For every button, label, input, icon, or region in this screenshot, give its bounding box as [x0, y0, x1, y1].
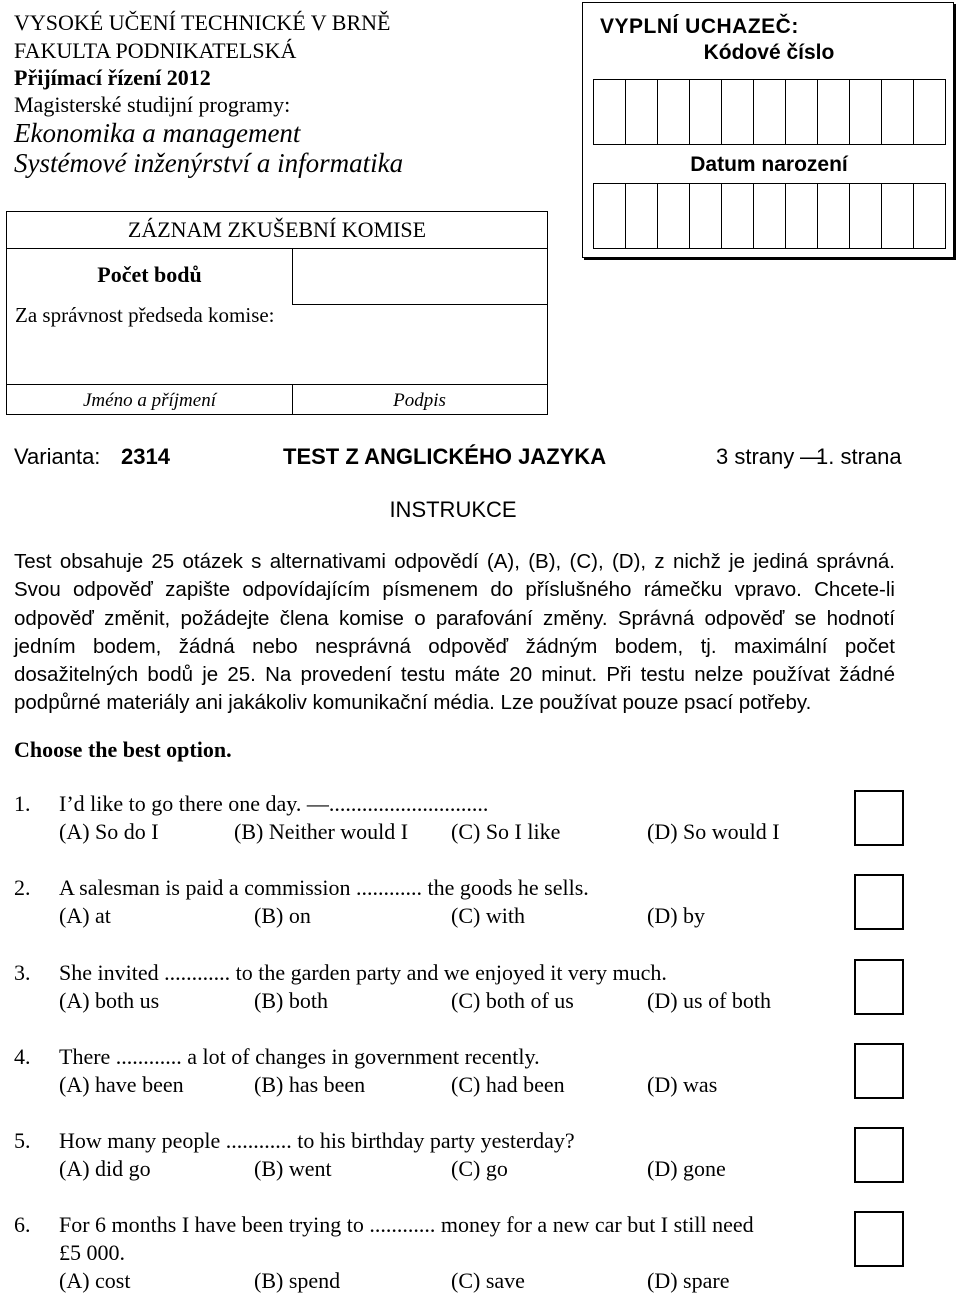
code-cell[interactable]	[754, 80, 786, 144]
name-label: Jméno a příjmení	[83, 390, 216, 411]
code-label: Kódové číslo	[703, 41, 835, 64]
code-cell[interactable]	[786, 80, 818, 144]
variant-number: 2314	[121, 444, 170, 469]
committee-box	[6, 211, 548, 415]
option-c: (C) had been	[451, 1072, 565, 1097]
divider	[7, 248, 547, 249]
faculty-name: FAKULTA PODNIKATELSKÁ	[14, 38, 297, 63]
options	[59, 902, 859, 930]
answer-box-4[interactable]	[854, 1043, 904, 1099]
option-a: (A) have been	[59, 1072, 184, 1097]
choose-heading: Choose the best option.	[14, 737, 232, 762]
option-c: (C) save	[451, 1268, 525, 1293]
options	[59, 987, 859, 1015]
option-d: (D) gone	[647, 1156, 726, 1181]
points-label: Počet bodů	[97, 262, 202, 287]
program-economics: Ekonomika a management	[14, 118, 301, 148]
question-text: For 6 months I have been trying to ............ money for a new car but I still need £5 000.	[59, 1212, 754, 1265]
question-text: There ............ a lot of changes in government recently.	[59, 1044, 540, 1069]
applicant-title: VYPLNÍ UCHAZEČ:	[600, 15, 799, 38]
program-systems: Systémové inženýrství a informatika	[14, 148, 404, 178]
option-d: (D) spare	[647, 1268, 730, 1293]
question-text: How many people ............ to his birthday party yesterday?	[59, 1128, 575, 1153]
divider	[292, 248, 293, 304]
page-count: 3 strany	[716, 444, 795, 469]
code-cell[interactable]	[658, 80, 690, 144]
options	[59, 1155, 859, 1183]
question-number: 3.	[14, 960, 31, 985]
programs-label: Magisterské studijní programy:	[14, 92, 291, 117]
option-b: (B) has been	[254, 1072, 366, 1097]
option-b: (B) Neither would I	[234, 819, 409, 844]
options	[59, 1071, 859, 1099]
test-title: TEST Z ANGLICKÉHO JAZYKA	[283, 444, 607, 469]
code-cells	[593, 79, 946, 145]
dob-cell[interactable]	[786, 184, 818, 248]
admission-title: Přijímací řízení 2012	[14, 65, 211, 90]
option-d: (D) So would I	[647, 819, 780, 844]
option-a: (A) at	[59, 903, 111, 928]
code-cell[interactable]	[914, 80, 946, 144]
code-cell[interactable]	[818, 80, 850, 144]
answer-box-3[interactable]	[854, 959, 904, 1015]
option-c: (C) So I like	[451, 819, 561, 844]
dob-cell[interactable]	[882, 184, 914, 248]
option-c: (C) with	[451, 903, 525, 928]
committee-title: ZÁZNAM ZKUŠEBNÍ KOMISE	[127, 217, 427, 242]
question-text: I’d like to go there one day. —.............................	[59, 791, 489, 816]
question-text: A salesman is paid a commission ............ the goods he sells.	[59, 875, 589, 900]
page-number: 1. strana	[816, 444, 902, 469]
answer-box-5[interactable]	[854, 1127, 904, 1183]
option-b: (B) went	[254, 1156, 332, 1181]
dob-cell[interactable]	[818, 184, 850, 248]
option-a: (A) both us	[59, 988, 160, 1013]
dob-cell[interactable]	[594, 184, 626, 248]
question-number: 5.	[14, 1128, 31, 1153]
university-name: VYSOKÉ UČENÍ TECHNICKÉ V BRNĚ	[14, 10, 391, 35]
option-c: (C) go	[451, 1156, 508, 1181]
dob-label: Datum narození	[690, 153, 848, 176]
answer-box-2[interactable]	[854, 874, 904, 930]
code-cell[interactable]	[722, 80, 754, 144]
divider	[7, 384, 547, 385]
code-cell[interactable]	[850, 80, 882, 144]
instructions-text: Test obsahuje 25 otázek s alternativami odpovědí (A), (B), (C), (D), z nichž je jediná správná. Svou odpověď zapište odpovídajícím písmenem do příslušného rámečku vpravo. Chcete-li odpověď změnit, požádejte člena komise o parafování změny. Správná odpověď se hodnotí jedním bodem, žádná nebo nesprávná odpověď žádným bodem, tj. maximální počet dosažitelných bodů je 25. Na provedení testu máte 20 minut. Při testu nelze používat žádné podpůrné materiály ani jakákoliv komunikační média. Lze používat pouze psací potřeby.	[14, 550, 895, 715]
dob-cell[interactable]	[722, 184, 754, 248]
code-cell[interactable]	[690, 80, 722, 144]
options	[59, 1267, 859, 1295]
dob-cell[interactable]	[626, 184, 658, 248]
signature-label: Podpis	[393, 390, 446, 411]
option-d: (D) by	[647, 903, 706, 928]
divider	[292, 304, 547, 305]
option-d: (D) us of both	[647, 988, 772, 1013]
question-number: 6.	[14, 1212, 31, 1237]
option-b: (B) spend	[254, 1268, 341, 1293]
option-b: (B) on	[254, 903, 311, 928]
question-text: She invited ............ to the garden party and we enjoyed it very much.	[59, 960, 667, 985]
dob-cells	[593, 183, 946, 249]
code-cell[interactable]	[882, 80, 914, 144]
dob-cell[interactable]	[658, 184, 690, 248]
instructions-heading: INSTRUKCE	[389, 497, 517, 522]
dob-cell[interactable]	[754, 184, 786, 248]
question-number: 2.	[14, 875, 31, 900]
option-b: (B) both	[254, 988, 328, 1013]
question-number: 4.	[14, 1044, 31, 1069]
code-cell[interactable]	[626, 80, 658, 144]
correctness-label: Za správnost předseda komise:	[15, 303, 275, 327]
dob-cell[interactable]	[690, 184, 722, 248]
answer-box-6[interactable]	[854, 1211, 904, 1267]
question-number: 1.	[14, 791, 31, 816]
code-cell[interactable]	[594, 80, 626, 144]
applicant-box	[582, 2, 954, 258]
options	[59, 818, 859, 846]
answer-box-1[interactable]	[854, 790, 904, 846]
dob-cell[interactable]	[914, 184, 946, 248]
option-a: (A) cost	[59, 1268, 131, 1293]
option-a: (A) did go	[59, 1156, 151, 1181]
option-d: (D) was	[647, 1072, 718, 1097]
variant-label: Varianta:	[14, 444, 101, 469]
option-c: (C) both of us	[451, 988, 574, 1013]
dob-cell[interactable]	[850, 184, 882, 248]
page-dash: —	[800, 444, 822, 469]
option-a: (A) So do I	[59, 819, 159, 844]
